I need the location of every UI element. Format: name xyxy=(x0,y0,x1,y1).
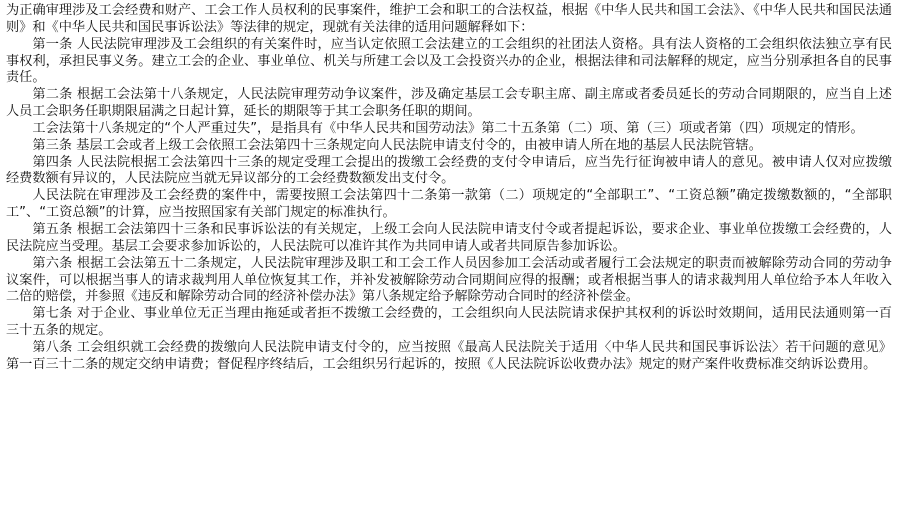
article-5-paragraph: 第五条 根据工会法第四十三条和民事诉讼法的有关规定，上级工会向人民法院申请支付令或者提起诉讼，要求企业、事业单位拨缴工会经费的，人民法院应当受理。基层工会要求参加诉讼的，人民法院可以准许其作为共同申请人或者共同原告参加诉讼。 xyxy=(6,221,892,254)
article-4-paragraph: 第四条 人民法院根据工会法第四十三条的规定受理工会提出的拨缴工会经费的支付令申请后，应当先行征询被申请人的意见。被申请人仅对应拨缴经费数额有异议的，人民法院应当就无异议部分的工会经费数额发出支付令。 xyxy=(6,154,892,187)
article-7-paragraph: 第七条 对于企业、事业单位无正当理由拖延或者拒不拨缴工会经费的，工会组织向人民法院请求保护其权利的诉讼时效期间，适用民法通则第一百三十五条的规定。 xyxy=(6,306,892,339)
article-2-paragraph: 第二条 根据工会法第十八条规定，人民法院审理劳动争议案件，涉及确定基层工会专职主席、副主席或者委员延长的劳动合同期限的，应当自上述人员工会职务任职期限届满之日起计算，延长的期限等于其工会职务任职的期间。 xyxy=(6,87,892,120)
article-6-paragraph: 第六条 根据工会法第五十二条规定，人民法院审理涉及职工和工会工作人员因参加工会活动或者履行工会法规定的职责而被解除劳动合同的劳动争议案件，可以根据当事人的请求裁判用人单位恢复其工作，并补发被解除劳动合同期间应得的报酬；或者根据当事人的请求裁判用人单位给予本人年收入二倍的赔偿，并参照《违反和解除劳动合同的经济补偿办法》第八条规定给予解除劳动合同时的经济补偿金。 xyxy=(6,255,892,305)
article-2-note-paragraph: 工会法第十八条规定的“个人严重过失”，是指具有《中华人民共和国劳动法》第二十五条第（二）项、第（三）项或者第（四）项规定的情形。 xyxy=(32,120,864,136)
article-3-paragraph: 第三条 基层工会或者上级工会依照工会法第四十三条规定向人民法院申请支付令的，由被申请人所在地的基层人民法院管辖。 xyxy=(32,137,762,153)
article-4-note-paragraph: 人民法院在审理涉及工会经费的案件中，需要按照工会法第四十二条第一款第（二）项规定的“全部职工”、“工资总额”确定拨缴数额的，“全部职工”、“工资总额”的计算，应当按照国家有关部门规定的标准执行。 xyxy=(6,188,892,221)
intro-paragraph: 为正确审理涉及工会经费和财产、工会工作人员权利的民事案件，维护工会和职工的合法权益，根据《中华人民共和国工会法》、《中华人民共和国民法通则》和《中华人民共和国民事诉讼法》等法律的规定，现就有关法律的适用问题解释如下： xyxy=(6,3,892,35)
article-8-paragraph: 第八条 工会组织就工会经费的拨缴向人民法院申请支付令的，应当按照《最高人民法院关于适用〈中华人民共和国民事诉讼法〉若干问题的意见》第一百三十二条的规定交纳申请费；督促程序终结后，工会组织另行起诉的，按照《人民法院诉讼收费办法》规定的财产案件收费标准交纳诉讼费用。 xyxy=(6,339,892,372)
article-1-paragraph: 第一条 人民法院审理涉及工会组织的有关案件时，应当认定依照工会法建立的工会组织的社团法人资格。具有法人资格的工会组织依法独立享有民事权利，承担民事义务。建立工会的企业、事业单位、机关与所建工会以及工会投资兴办的企业，根据法律和司法解释的规定，应当分别承担各自的民事责任。 xyxy=(6,36,892,86)
